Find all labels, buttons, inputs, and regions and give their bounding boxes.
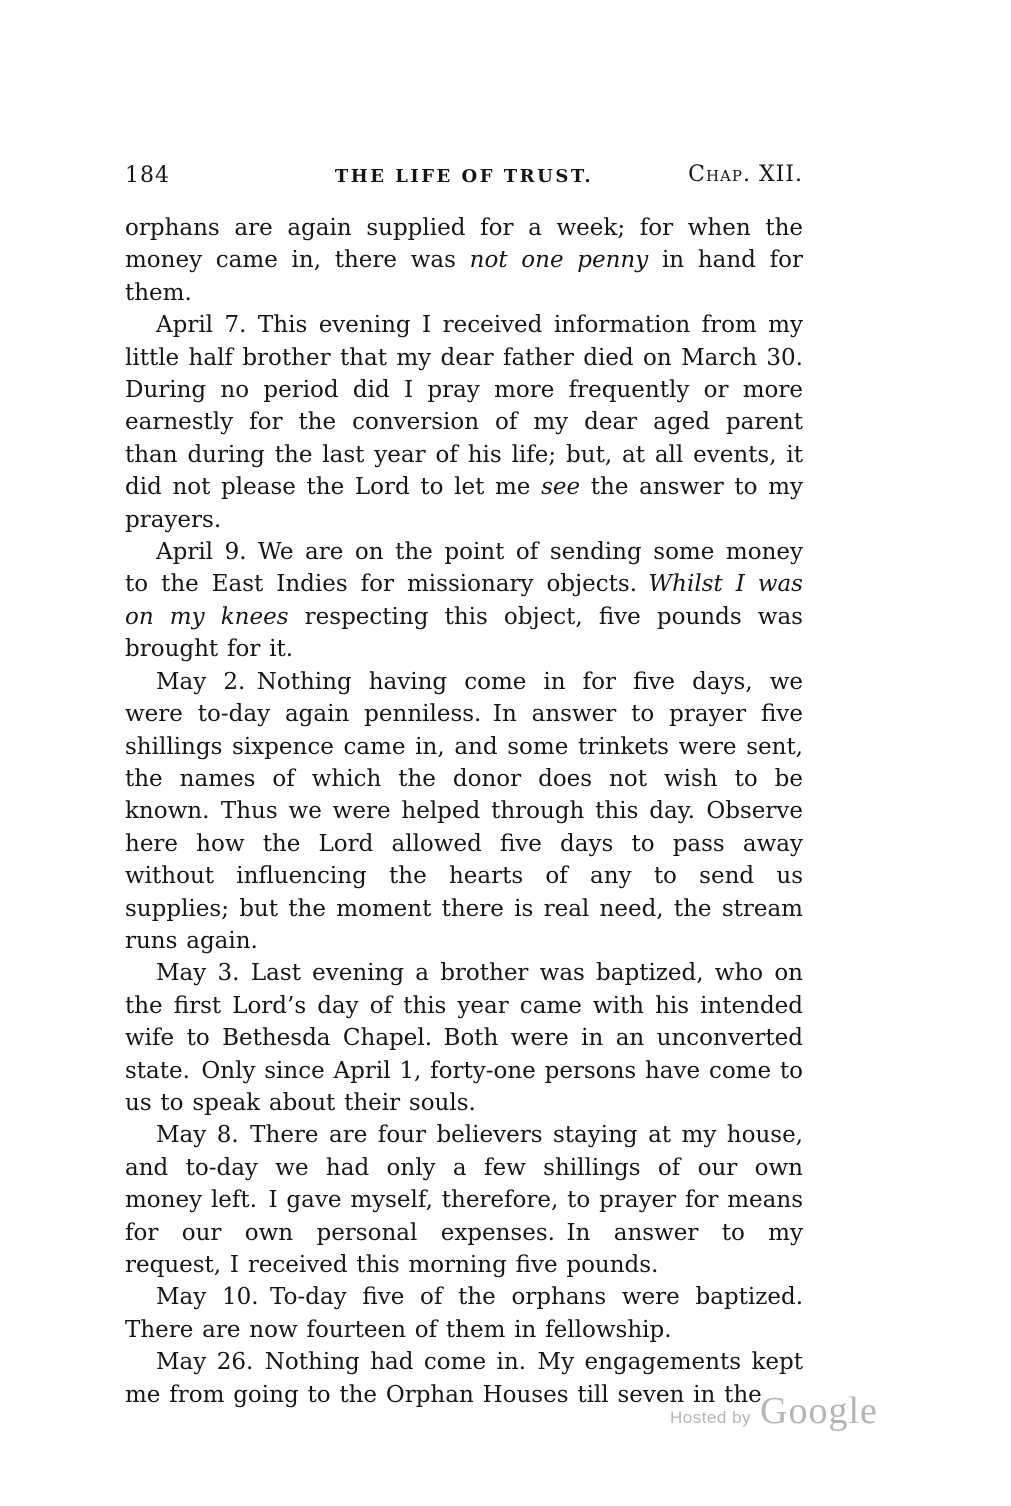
text-run: the answer to my prayers.	[125, 474, 803, 533]
text-run: in hand for them.	[125, 247, 803, 306]
watermark	[670, 1392, 878, 1430]
chapter-heading: Chap. XII.	[688, 162, 803, 187]
google-logo: Google	[760, 1390, 878, 1432]
text-run: May 8. There are four believers staying at my house, and to-day we had only a few shillings of our own money left. I gave myself, therefore, to prayer for means for our own personal expenses. In answer to my request, I received this morning five pounds.	[125, 1122, 803, 1278]
paragraph-1	[125, 212, 803, 309]
text-run: May 10. To-day five of the orphans were baptized. There are now fourteen of them in fellowship.	[125, 1284, 803, 1343]
text-run: April 7. This evening I received information from my little half brother that my dear father died on March 30. During no period did I pray more frequently or more earnestly for the conversion of my dear aged parent than during the last year of his life; but, at all events, it did not please the Lord to let me	[125, 312, 803, 501]
text-run: May 3. Last evening a brother was baptized, who on the first Lord’s day of this year came with his intended wife to Bethesda Chapel. Both were in an unconverted state. Only since April 1, forty-one persons have come to us to speak about their souls.	[125, 960, 803, 1116]
hosted-by-label: Hosted by	[670, 1408, 752, 1427]
paragraph-3	[125, 536, 803, 666]
italic-text-run: see	[541, 474, 581, 501]
paragraph-6	[125, 1119, 803, 1281]
text-run: orphans are again supplied for a week; for when the money came in, there was	[125, 215, 803, 274]
italic-text-run: Whilst I was on my knees	[125, 571, 803, 630]
running-title: THE LIFE OF TRUST.	[334, 166, 594, 187]
paragraph-2	[125, 309, 803, 536]
text-run: April 9. We are on the point of sending some money to the East Indies for missionary objects.	[125, 539, 803, 598]
paragraph-4	[125, 666, 803, 958]
running-head	[125, 162, 803, 192]
paragraph-5	[125, 957, 803, 1119]
text-run: May 2. Nothing having come in for five days, we were to-day again penniless. In answer to prayer five shillings sixpence came in, and some trinkets were sent, the names of which the donor does not wish to be known. Thus we were helped through this day. Observe here how the Lord allowed five days to pass away without influencing the hearts of any to send us supplies; but the moment there is real need, the stream runs again.	[125, 668, 803, 954]
paragraph-7	[125, 1281, 803, 1346]
italic-text-run: not one penny	[469, 247, 649, 274]
page-body	[125, 212, 803, 1411]
text-run: respecting this object, five pounds was brought for it.	[125, 603, 803, 663]
text-run: May 26. Nothing had come in. My engagements kept me from going to the Orphan Houses till seven in the	[125, 1349, 803, 1408]
page-number: 184	[125, 163, 170, 188]
